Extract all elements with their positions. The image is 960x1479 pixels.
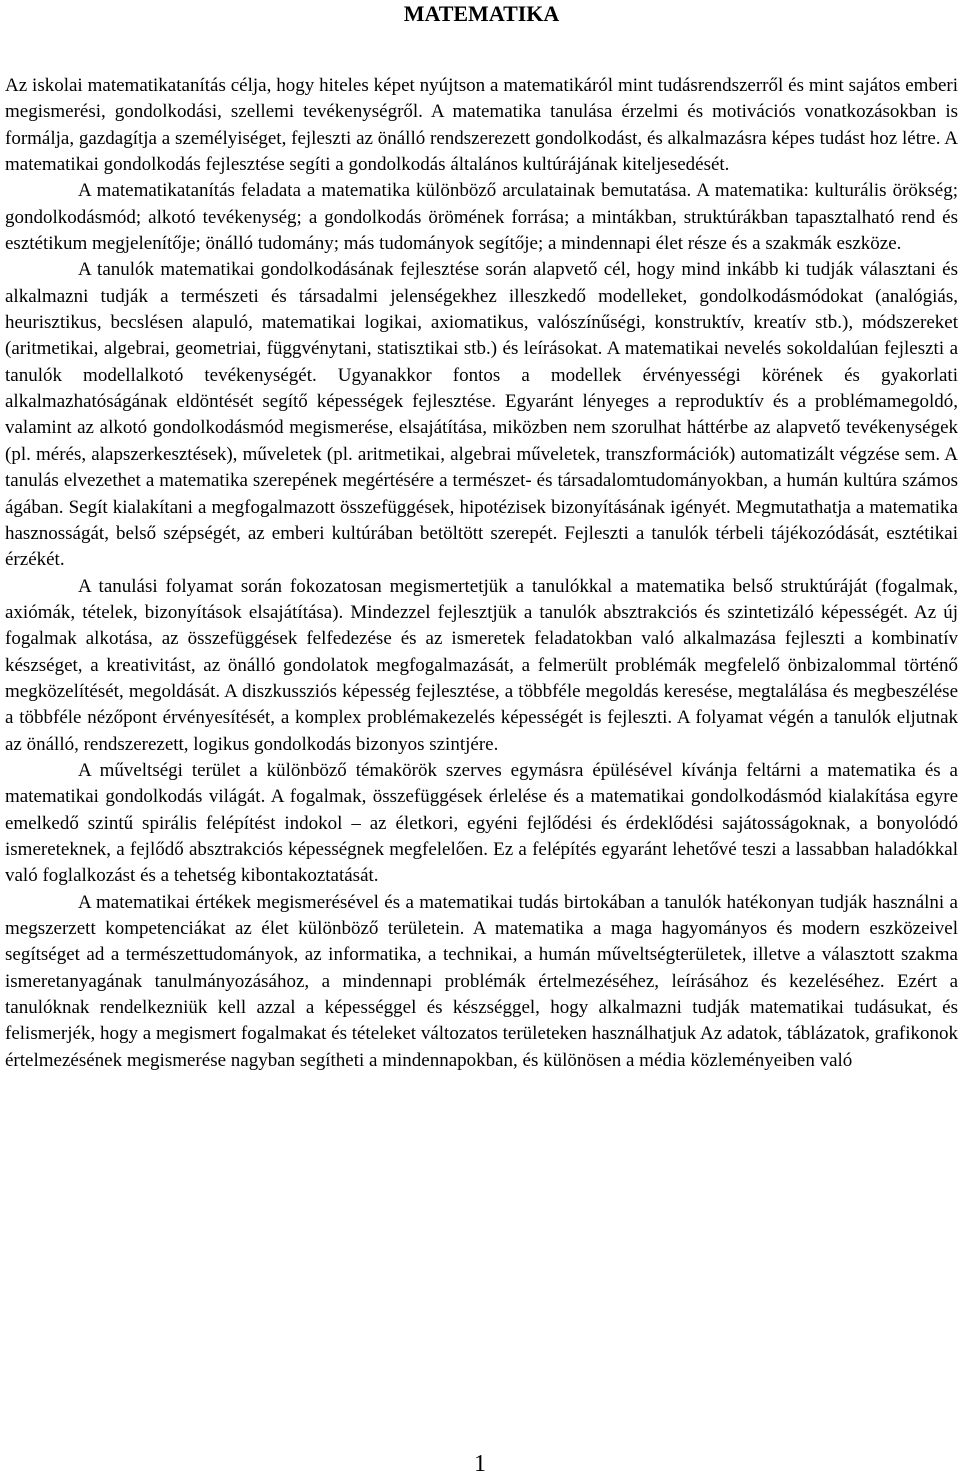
- paragraph-1: Az iskolai matematikatanítás célja, hogy hiteles képet nyújtson a matematikáról mint tudásrendszerről és mint sajátos emberi megismerési, gondolkodási, szellemi tevékenységről. A matematika tanulása érzelmi és motivációs vonatkozásokban is formálja, gazdagítja a személyiséget, fejleszti az önálló rendszerezett gondolkodást, és alkalmazásra képes tudást hoz létre. A matematikai gondolkodás fejlesztése segíti a gondolkodás általános kultúrájának kiteljesedését.: [5, 75, 958, 176]
- paragraph-5: A műveltségi terület a különböző témakörök szerves egymásra épülésével kívánja feltárni a matematika és a matematikai gondolkodás világát. A fogalmak, összefüggések érlelése és a matematikai gondolkodásmód kialakítása egyre emelkedő szintű spirális felépítést indokol – az életkori, egyéni fejlődési és érdeklődési sajátosságoknak, a bonyolódó ismereteknek, a fejlődő absztrakciós képességnek megfelelően. Ez a felépítés egyaránt lehetővé teszi a lassabban haladókkal való foglalkozást és a tehetség kibontakoztatását.: [5, 759, 958, 887]
- paragraph-4: A tanulási folyamat során fokozatosan megismertetjük a tanulókkal a matematika belső struktúráját (fogalmak, axiómák, tételek, bizonyítások elsajátítása). Mindezzel fejlesztjük a tanulók absztrakciós és szintetizáló képességét. Az új fogalmak alkotása, az összefüggések felfedezése és az ismeretek feladatokban való alkalmazása fejleszti a kombinatív készséget, a kreativitást, az önálló gondolatok megfogalmazását, a felmerült problémák megfelelő önbizalommal történő megközelítését, megoldását. A diszkussziós képesség fejlesztése, a többféle megoldás keresése, megtalálása és megbeszélése a többféle nézőpont érvényesítését, a komplex problémakezelés képességét is fejleszti. A folyamat végén a tanulók eljutnak az önálló, rendszerezett, logikus gondolkodás bizonyos szintjére.: [5, 575, 958, 755]
- paragraph-6: A matematikai értékek megismerésével és a matematikai tudás birtokában a tanulók hatékonyan tudják használni a megszerzett kompetenciákat az élet különböző területein. A matematika a maga hagyományos és modern eszközeivel segítséget ad a természettudományok, az informatika, a technikai, a humán műveltségterületek, illetve a választott szakma ismeretanyagának tanulmányozásához, a mindennapi problémák értelmezéséhez, leírásához és kezeléséhez. Ezért a tanulóknak rendelkezniük kell azzal a képességgel és készséggel, hogy alkalmazni tudják matematikai tudásukat, és felismerjék, hogy a megismert fogalmakat és tételeket változatos területeken használhatjuk Az adatok, táblázatok, grafikonok értelmezésének megismerése nagyban segítheti a mindennapokban, és különösen a média közleményeiben való: [5, 891, 958, 1071]
- page-title: MATEMATIKA: [403, 1, 560, 26]
- paragraph-2: A matematikatanítás feladata a matematika különböző arculatainak bemutatása. A matematika: kulturális örökség; gondolkodásmód; alkotó tevékenység; a gondolkodás örömének forrása; a mintákban, struktúrákban tapasztalható rend és esztétikum megjelenítője; önálló tudomány; más tudományok segítője; a mindennapi élet része és a szakmák eszköze.: [5, 180, 958, 255]
- paragraph-3: A tanulók matematikai gondolkodásának fejlesztése során alapvető cél, hogy mind inkább ki tudják választani és alkalmazni tudják a természeti és társadalmi jelenségekhez illeszkedő modelleket, gondolkodásmódokat (analógiás, heurisztikus, becslésen alapuló, matematikai logikai, axiomatikus, valószínűségi, konstruktív, kreatív stb.), módszereket (aritmetikai, algebrai, geometriai, függvénytani, statisztikai stb.) és leírásokat. A matematikai nevelés sokoldalúan fejleszti a tanulók modellalkotó tevékenységét. Ugyanakkor fontos a modellek érvényességi körének és gyakorlati alkalmazhatóságának eldöntését segítő képességek fejlesztése. Egyaránt lényeges a reproduktív és a problémamegoldó, valamint az alkotó gondolkodásmód megismerése, elsajátítása, miközben nem szorulhat háttérbe az alapvető tevékenységek (pl. mérés, alapszerkesztések), műveletek (pl. aritmetikai, algebrai műveletek, transzformációk) automatizált végzése sem. A tanulás elvezethet a matematika szerepének megértésére a természet- és társadalomtudományokban, a humán kultúra számos ágában. Segít kialakítani a megfogalmazott összefüggések, hipotézisek bizonyításának igényét. Megmutathatja a matematika hasznosságát, belső szépségét, az emberi kultúrában betöltött szerepét. Fejleszti a tanulók térbeli tájékozódását, esztétikai érzékét.: [5, 259, 958, 571]
- document-page: [5, 0, 958, 1074]
- page-number: 1: [474, 1451, 486, 1477]
